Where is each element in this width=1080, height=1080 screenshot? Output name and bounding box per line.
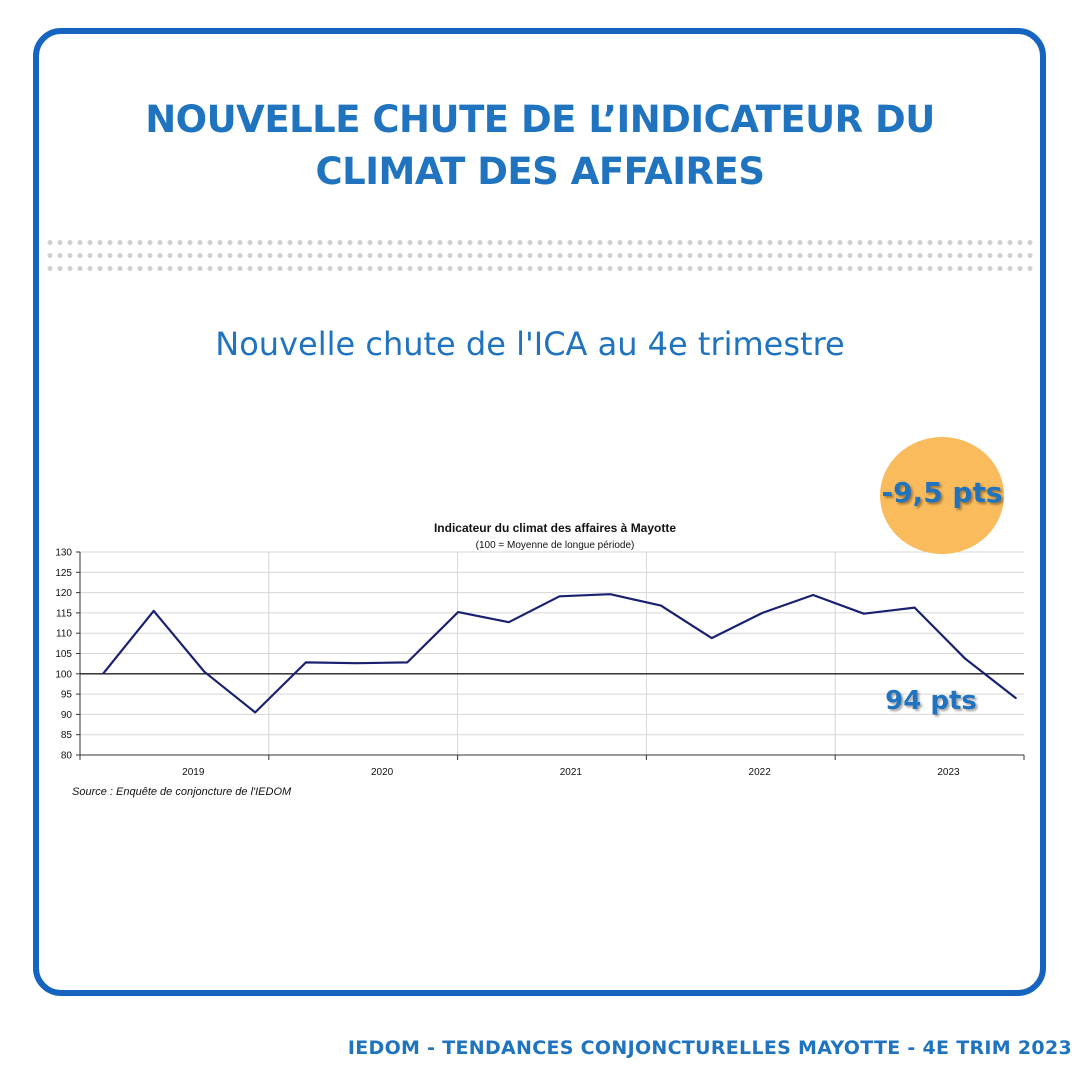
data-point <box>407 662 409 664</box>
y-axis-ticks <box>55 548 80 762</box>
y-tick-label: 120 <box>55 588 72 600</box>
data-point <box>559 595 561 597</box>
x-tick-label: 2020 <box>370 767 394 778</box>
y-tick-label: 100 <box>55 669 72 681</box>
data-point <box>1015 697 1017 699</box>
data-point <box>914 607 916 609</box>
data-point <box>964 658 966 660</box>
x-axis-ticks <box>80 755 1024 778</box>
y-tick-label: 85 <box>60 730 72 742</box>
y-tick-label: 115 <box>56 608 72 620</box>
y-tick-label: 110 <box>56 628 72 640</box>
page-title-line2: CLIMAT DES AFFAIRES <box>315 150 765 193</box>
data-point <box>863 613 865 615</box>
data-point <box>660 605 662 607</box>
data-point <box>204 671 206 673</box>
data-point <box>305 662 307 664</box>
data-point <box>457 611 459 613</box>
change-badge-label: -9,5 pts <box>881 476 1003 509</box>
data-point <box>762 612 764 614</box>
chart-subtitle: (100 = Moyenne de longue période) <box>475 540 635 551</box>
x-tick-label: 2023 <box>937 767 960 778</box>
x-tick-label: 2022 <box>748 767 771 778</box>
y-tick-label: 130 <box>55 547 72 559</box>
page-title-line1: NOUVELLE CHUTE DE L’INDICATEUR DU <box>145 98 935 141</box>
chart-grid <box>80 552 1024 755</box>
y-tick-label: 80 <box>60 750 72 762</box>
data-point <box>609 593 611 595</box>
data-point <box>812 594 814 596</box>
y-tick-label: 95 <box>60 689 72 701</box>
x-tick-label: 2019 <box>182 767 205 778</box>
y-tick-label: 90 <box>60 709 72 721</box>
data-point <box>153 610 155 612</box>
last-value-label: 94 pts <box>885 686 977 716</box>
page-subtitle: Nouvelle chute de l'ICA au 4e trimestre <box>215 325 845 363</box>
data-point <box>711 637 713 639</box>
data-point <box>356 662 358 664</box>
x-tick-label: 2021 <box>559 767 583 778</box>
y-tick-label: 105 <box>55 649 72 660</box>
footer-caption: IEDOM - TENDANCES CONJONCTURELLES MAYOTTE - 4E TRIM 2023 <box>347 1037 1072 1059</box>
data-point <box>508 621 510 623</box>
data-point <box>102 673 104 675</box>
data-point <box>254 712 256 714</box>
chart-source: Source : Enquête de conjoncture de l'IEDOM <box>72 786 292 798</box>
y-tick-label: 125 <box>55 567 72 579</box>
chart-title: Indicateur du climat des affaires à Mayotte <box>433 521 677 535</box>
